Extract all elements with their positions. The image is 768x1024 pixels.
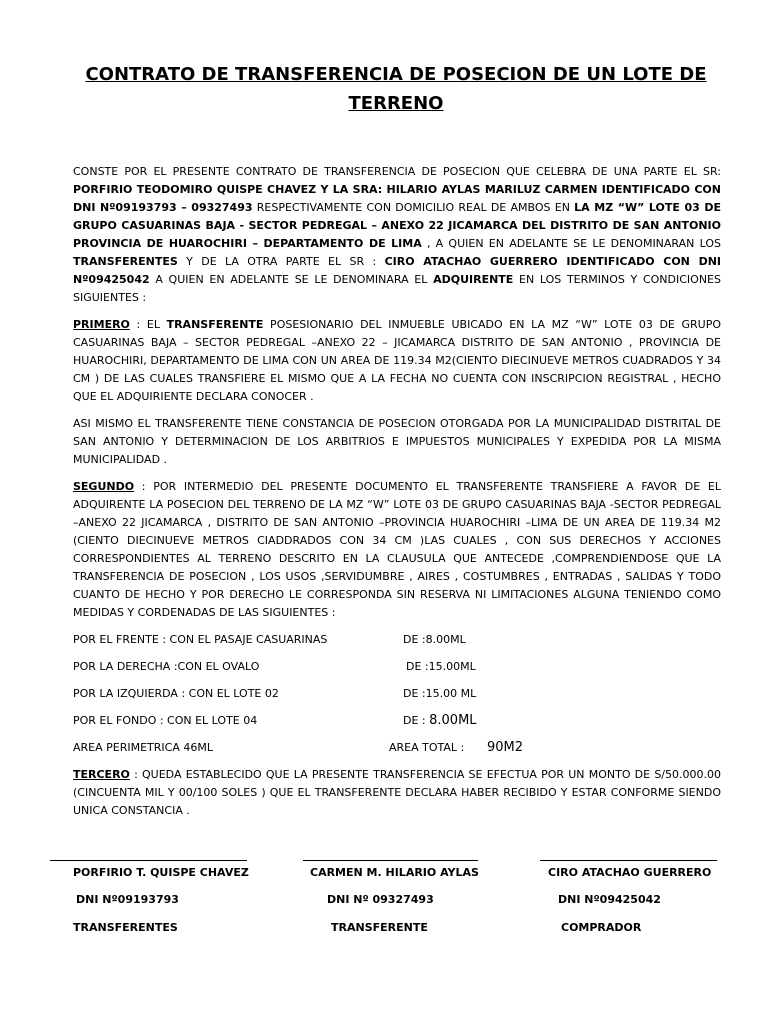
measure-izquierda-number: 15.00 ML bbox=[425, 687, 477, 700]
measure-derecha bbox=[73, 658, 721, 676]
intro-text-4: Y DE LA OTRA PARTE EL SR : bbox=[177, 255, 385, 268]
signer-2-name: CARMEN M. HILARIO AYLAS bbox=[310, 866, 479, 879]
signer-1-dni: DNI Nº09193793 bbox=[76, 893, 179, 906]
measure-izquierda-prefix: DE : bbox=[403, 687, 426, 700]
signer-1-role: TRANSFERENTES bbox=[73, 921, 178, 934]
primero-text-1: : EL bbox=[129, 318, 167, 331]
measure-derecha-value bbox=[406, 658, 476, 676]
measure-izquierda-value bbox=[403, 685, 476, 703]
measure-fondo-label: POR EL FONDO : CON EL LOTE 04 bbox=[73, 714, 258, 727]
intro-text-5: A QUIEN EN ADELANTE SE LE DENOMINARA EL bbox=[149, 273, 434, 286]
area-row bbox=[73, 739, 721, 757]
contract-title: CONTRATO DE TRANSFERENCIA DE POSECION DE UN LOTE DE TERRENO bbox=[85, 64, 707, 114]
intro-bold-2: LA MZ “W” LOTE 03 DE GRUPO CASUARINAS BAJA - SECTOR PEDREGAL – ANEXO 22 JICAMARCA DEL DISTRITO DE SAN ANTONIO PROVINCIA DE HUAROCHIRI – DEPARTAMENTO DE LIMA bbox=[73, 201, 721, 250]
measure-derecha-number: 15.00ML bbox=[428, 660, 476, 673]
measure-fondo-number: 8.00ML bbox=[429, 713, 477, 728]
signature-line-2 bbox=[303, 860, 478, 861]
intro-text-1: CONSTE POR EL PRESENTE CONTRATO DE TRANSFERENCIA DE POSECION QUE CELEBRA DE UNA PARTE EL SR: bbox=[73, 165, 721, 178]
intro-text-2: RESPECTIVAMENTE CON DOMICILIO REAL DE AMBOS EN bbox=[252, 201, 575, 214]
asi-mismo-paragraph: ASI MISMO EL TRANSFERENTE TIENE CONSTANCIA DE POSECION OTORGADA POR LA MUNICIPALIDAD DISTRITAL DE SAN ANTONIO Y DETERMINACION DE LOS ARBITRIOS E IMPUESTOS MUNICIPALES Y EXPEDIDA POR LA MISMA MUNICIPALIDAD . bbox=[73, 417, 721, 466]
segundo-paragraph bbox=[73, 478, 721, 622]
measure-frente bbox=[73, 631, 721, 649]
area-perimetrica: AREA PERIMETRICA 46ML bbox=[73, 741, 213, 754]
signer-3-dni: DNI Nº09425042 bbox=[558, 893, 661, 906]
tercero-paragraph bbox=[73, 766, 721, 820]
signer-3-role: COMPRADOR bbox=[561, 921, 642, 934]
contract-body bbox=[73, 163, 721, 829]
measure-fondo-prefix: DE : bbox=[403, 714, 430, 727]
tercero-text: : QUEDA ESTABLECIDO QUE LA PRESENTE TRANSFERENCIA SE EFECTUA POR UN MONTO DE S/50.000.00 (CINCUENTA MIL Y 00/100 SOLES ) QUE EL TRANSFERENTE DECLARA HABER RECIBIDO Y ESTAR CONFORME SIENDO UNICA CONSTANCIA . bbox=[73, 768, 721, 817]
measure-frente-value bbox=[403, 631, 466, 649]
intro-text-6: EN LOS TERMINOS Y CONDICIONES SIGUIENTES : bbox=[73, 273, 721, 304]
intro-bold-4: CIRO ATACHAO GUERRERO IDENTIFICADO CON DNI Nº09425042 bbox=[73, 255, 722, 286]
primero-paragraph bbox=[73, 316, 721, 406]
measure-derecha-prefix: DE : bbox=[406, 660, 429, 673]
measure-derecha-label: POR LA DERECHA :CON EL OVALO bbox=[73, 660, 260, 673]
area-total-label: AREA TOTAL : bbox=[389, 741, 465, 754]
measure-izquierda bbox=[73, 685, 721, 703]
segundo-label: SEGUNDO bbox=[73, 480, 135, 493]
measure-frente-prefix: DE : bbox=[403, 633, 426, 646]
primero-label: PRIMERO bbox=[73, 318, 130, 331]
primero-bold-1: TRANSFERENTE bbox=[166, 318, 264, 331]
signer-3-name: CIRO ATACHAO GUERRERO bbox=[548, 866, 712, 879]
tercero-label: TERCERO bbox=[73, 768, 130, 781]
signer-2-role: TRANSFERENTE bbox=[331, 921, 428, 934]
segundo-text: : POR INTERMEDIO DEL PRESENTE DOCUMENTO EL TRANSFERENTE TRANSFIERE A FAVOR DE EL ADQUIRENTE LA POSECION DEL TERRENO DE LA MZ “W” LOTE 03 DE GRUPO CASUARINAS BAJA -SECTOR PEDREGAL –ANEXO 22 JICAMARCA , DISTRITO DE SAN ANTONIO –PROVINCIA HUAROCHIRI –LIMA DE UN AREA DE 119.34 M2 (CIENTO DIECINUEVE METROS CIADDRADOS CON 34 CM )LAS CUALES , CON SUS DERECHOS Y ACCIONES CORRESPONDIENTES AL TERRENO DESCRITO EN LA CLAUSULA QUE ANTECEDE ,COMPRENDIENDOSE QUE LA TRANSFERENCIA DE POSECION , LOS USOS ,SERVIDUMBRE , AIRES , COSTUMBRES , ENTRADAS , SALIDAS Y TODO CUANTO DE HECHO Y POR DERECHO LE CORRESPONDA SIN RESERVA NI LIMITACIONES ALGUNA TENIENDO COMO MEDIDAS Y CORDENADAS DE LAS SIGUIENTES : bbox=[73, 480, 721, 619]
area-total-value: 90M2 bbox=[487, 740, 524, 755]
intro-paragraph bbox=[73, 163, 721, 307]
measure-fondo bbox=[73, 712, 721, 730]
intro-bold-1: PORFIRIO TEODOMIRO QUISPE CHAVEZ Y LA SRA: HILARIO AYLAS MARILUZ CARMEN IDENTIFICADO CON DNI Nº09193793 – 09327493 bbox=[73, 183, 721, 214]
signature-line-1 bbox=[50, 860, 247, 861]
intro-bold-5: ADQUIRENTE bbox=[433, 273, 514, 286]
signer-2-dni: DNI Nº 09327493 bbox=[327, 893, 434, 906]
intro-bold-3: TRANSFERENTES bbox=[73, 255, 178, 268]
intro-text-3: , A QUIEN EN ADELANTE SE LE DENOMINARAN LOS bbox=[421, 237, 721, 250]
measure-frente-number: 8.00ML bbox=[425, 633, 466, 646]
signer-1-name: PORFIRIO T. QUISPE CHAVEZ bbox=[73, 866, 249, 879]
measure-frente-label: POR EL FRENTE : CON EL PASAJE CASUARINAS bbox=[73, 633, 328, 646]
measure-fondo-value bbox=[403, 712, 477, 730]
primero-text-2: POSESIONARIO DEL INMUEBLE UBICADO EN LA MZ “W” LOTE 03 DE GRUPO CASUARINAS BAJA – SECTOR PEDREGAL –ANEXO 22 – JICAMARCA DISTRITO DE SAN ANTONIO , PROVINCIA DE HUAROCHIRI, DEPARTAMENTO DE LIMA CON UN AREA DE 119.34 M2(CIENTO DIECINUEVE METROS CUADRADOS Y 34 CM ) DE LAS CUALES TRANSFIERE EL MISMO QUE A LA FECHA NO CUENTA CON INSCRIPCION REGISTRAL , HECHO QUE EL ADQUIRIENTE DECLARA CONOCER . bbox=[73, 318, 721, 403]
measure-izquierda-label: POR LA IZQUIERDA : CON EL LOTE 02 bbox=[73, 687, 279, 700]
signature-line-3 bbox=[540, 860, 717, 861]
